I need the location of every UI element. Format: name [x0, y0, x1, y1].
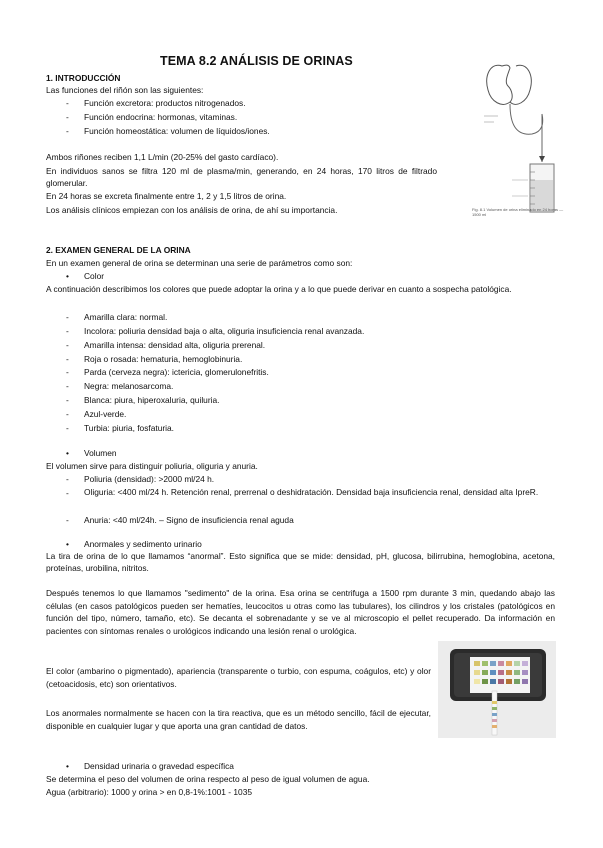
bullet: •	[66, 448, 69, 458]
figure-caption: Fig. 8.1 Volumen de orina eliminado en 24 horas — 1500 ml	[472, 207, 564, 217]
subheading-volumen: Volumen	[84, 448, 117, 458]
list-dash: -	[66, 423, 69, 433]
bullet: •	[66, 271, 69, 281]
paragraph: La tira de orina de lo que llamamos “anormal”. Esto significa que se mide: densidad, pH, glucosa, bilirrubina, hemoglobina, acetona, proteínas, urobilina, nitritos.	[46, 551, 555, 574]
list-dash: -	[66, 126, 69, 136]
list-item: Poliuria (densidad): >2000 ml/24 h.	[84, 474, 215, 484]
list-dash: -	[66, 354, 69, 364]
paragraph: Se determina el peso del volumen de orina respecto al peso de igual volumen de agua.	[46, 774, 370, 784]
paragraph: Agua (arbitrario): 1000 y orina > en 0,8-1%:1001 - 1035	[46, 787, 253, 797]
section-1-intro: Las funciones del riñón son las siguientes:	[46, 85, 204, 95]
kidney-cylinder-figure	[472, 44, 564, 222]
paragraph: El color (ambarino o pigmentado), apariencia (transparente o turbio, con espuma, coágulos, etc) y olor (cetoacidosis, etc) son orientativos.	[46, 666, 431, 689]
list-dash: -	[66, 395, 69, 405]
subheading-densidad: Densidad urinaria o gravedad específica	[84, 761, 234, 771]
list-dash: -	[66, 326, 69, 336]
paragraph: En 24 horas se excreta finalmente entre 1, 2 y 1,5 litros de orina.	[46, 191, 287, 201]
list-dash: -	[66, 515, 69, 525]
paragraph: Los análisis clínicos empiezan con los análisis de orina, de ahí su importancia.	[46, 205, 338, 215]
list-dash: -	[66, 340, 69, 350]
list-dash: -	[66, 488, 69, 498]
list-item: Incolora: poliuria densidad baja o alta, oliguria insuficiencia renal avanzada.	[84, 326, 365, 336]
list-item: Negra: melanosarcoma.	[84, 381, 174, 391]
list-item: Anuria: <40 ml/24h. – Signo de insuficiencia renal aguda	[84, 515, 294, 525]
list-item: Parda (cerveza negra): ictericia, glomerulonefritis.	[84, 367, 269, 377]
list-dash: -	[66, 367, 69, 377]
list-item: Amarilla intensa: densidad alta, oliguria prerenal.	[84, 340, 266, 350]
list-item: Función endocrina: hormonas, vitaminas.	[84, 112, 238, 122]
list-item: Oliguria: <400 ml/24 h. Retención renal, prerrenal o deshidratación. Densidad baja insuficiencia renal, densidad alta IpreR.	[84, 487, 539, 497]
section-2-heading: 2. EXAMEN GENERAL DE LA ORINA	[46, 245, 191, 255]
bullet: •	[66, 761, 69, 771]
list-dash: -	[66, 381, 69, 391]
list-dash: -	[66, 474, 69, 484]
list-dash: -	[66, 409, 69, 419]
list-item: Azul-verde.	[84, 409, 127, 419]
list-item: Función homeostática: volumen de líquidos/iones.	[84, 126, 270, 136]
list-dash: -	[66, 112, 69, 122]
list-item: Blanca: piura, hiperoxaluria, quiluria.	[84, 395, 220, 405]
list-dash: -	[66, 312, 69, 322]
section-2-intro: En un examen general de orina se determinan una serie de parámetros como son:	[46, 258, 353, 268]
list-item: Función excretora: productos nitrogenados.	[84, 98, 246, 108]
list-item: Amarilla clara: normal.	[84, 312, 168, 322]
paragraph: Ambos riñones reciben 1,1 L/min (20-25% del gasto cardíaco).	[46, 152, 279, 162]
subheading-anormales: Anormales y sedimento urinario	[84, 539, 202, 549]
list-item: Turbia: piuria, fosfaturia.	[84, 423, 174, 433]
subheading-color: Color	[84, 271, 105, 281]
paragraph: El volumen sirve para distinguir poliuria, oliguria y anuria.	[46, 461, 258, 471]
section-1-heading: 1. INTRODUCCIÓN	[46, 73, 121, 83]
test-strip-photo	[438, 641, 556, 738]
page-title: TEMA 8.2 ANÁLISIS DE ORINAS	[160, 54, 353, 68]
paragraph: Después tenemos lo que llamamos "sedimento" de la orina. Esa orina se centrifuga a 1500 rpm durante 3 min, quedando abajo las células (en casos patológicos pueden ser hematíes, leucocitos u otras como las tubulares), los cilindros y los cristales (patológicos en función del tipo, número, tamaño, etc). Se decanta el sobrenadante y se ve al microscopio el pellet recuperado. Da información en pacientes con síntomas renales o urológicos indicando una lesión renal o urológica.	[46, 588, 555, 636]
paragraph: A continuación describimos los colores que puede adoptar la orina y a lo que puede derivar en cuanto a sospecha patológica.	[46, 284, 512, 294]
list-item: Roja o rosada: hematuria, hemoglobinuria.	[84, 354, 243, 364]
paragraph: Los anormales normalmente se hacen con la tira reactiva, que es un método sencillo, fácil de ejecutar, disponible en cualquier lugar y que aporta una gran cantidad de datos.	[46, 708, 431, 731]
list-dash: -	[66, 98, 69, 108]
paragraph: En individuos sanos se filtra 120 ml de plasma/min, generando, en 24 horas, 170 litros de filtrado glomerular.	[46, 166, 437, 189]
bullet: •	[66, 539, 69, 549]
